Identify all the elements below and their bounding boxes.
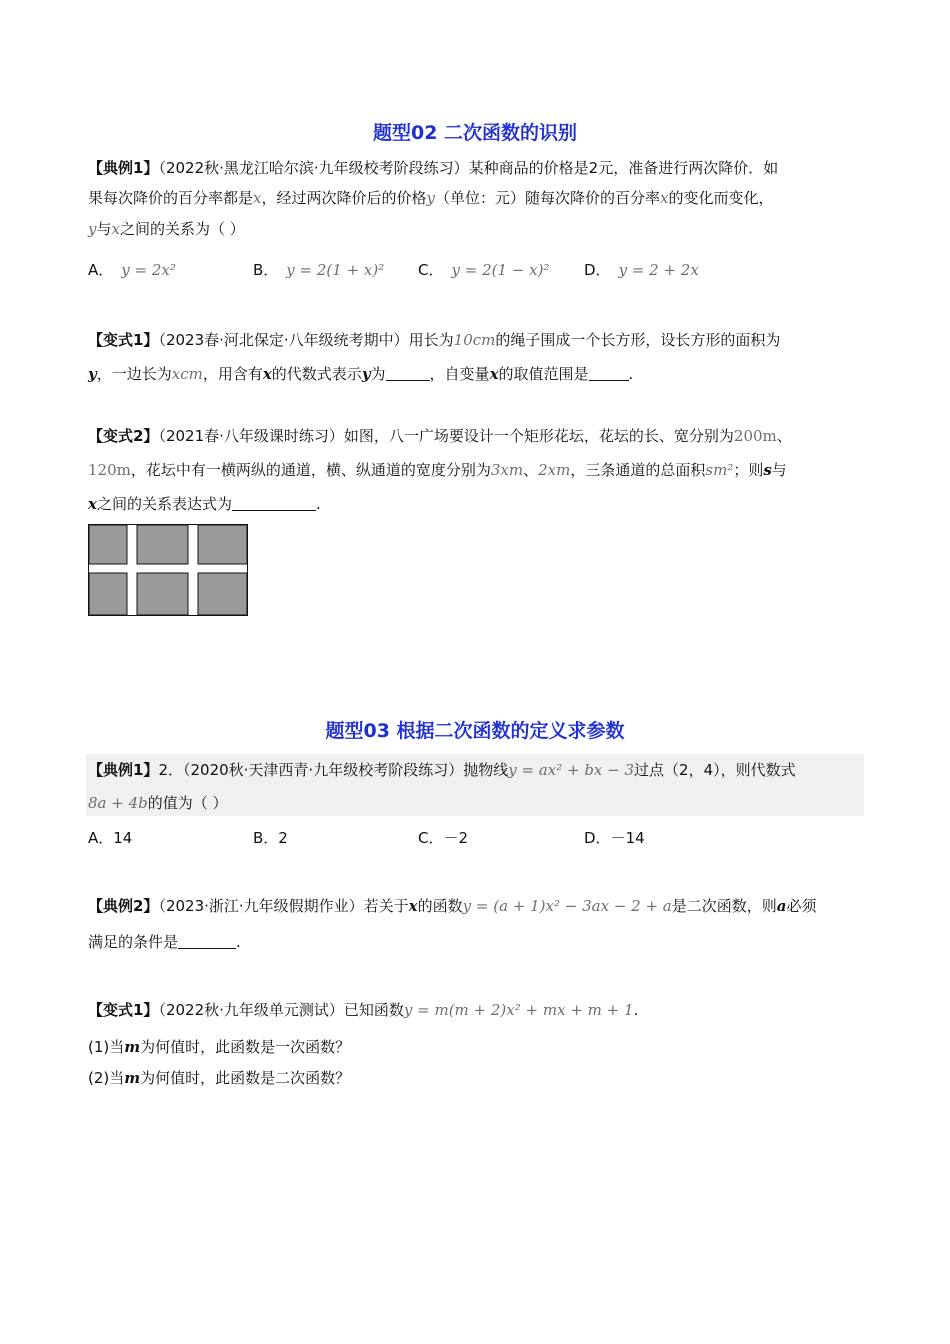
variant-source: （2023春·河北保定·八年级统考期中）: [158, 331, 409, 349]
text-segment: ；则: [733, 461, 764, 479]
text-segment: 的取值范围是: [498, 365, 589, 383]
flowerbed-plot: [198, 525, 247, 564]
var-x: x: [262, 365, 272, 383]
var-m: m: [124, 1038, 141, 1056]
option-value: －14: [610, 829, 645, 847]
var-x: x: [88, 495, 97, 513]
variant-source: （2021春·八年级课时练习）: [158, 427, 344, 445]
option-formula: y = 2(1 + x)²: [286, 261, 385, 279]
text-segment: 果每次降价的百分率都是: [88, 189, 254, 207]
math-expression: 8a + 4b: [88, 794, 148, 812]
math-width: 2xm: [538, 461, 571, 479]
text-segment: 如图，八一广场要设计一个矩形花坛，花坛的长、宽分别为: [343, 427, 734, 445]
variant-source: （2022秋·九年级单元测试）: [158, 1001, 344, 1019]
option-c[interactable]: [418, 828, 468, 848]
math-length: 10cm: [453, 331, 496, 349]
text-segment: .: [236, 933, 241, 951]
text-segment: ，经过两次降价后的价格: [261, 189, 427, 207]
text-segment: ，用含有: [202, 365, 263, 383]
text-segment: 过点（2，4），则代数式: [634, 761, 796, 779]
option-label: B．: [253, 261, 279, 279]
text-segment: 为: [370, 365, 386, 383]
text-segment: 之间的关系为（ ）: [119, 220, 245, 238]
example-source: （2022秋·黑龙江哈尔滨·九年级校考阶段练习）: [158, 159, 469, 177]
math-var-x: x: [253, 189, 262, 207]
variant-1-line-2: [88, 364, 633, 384]
question-number: 2．: [158, 761, 183, 779]
option-label: D．: [584, 829, 611, 847]
text-segment: .: [315, 495, 321, 513]
s2-variant-1-q1: [88, 1037, 350, 1057]
example-source: （2023·浙江·九年级假期作业）: [158, 897, 364, 915]
example-text: 某种商品的价格是2元，准备进行两次降价．如: [468, 159, 779, 177]
var-x: x: [489, 365, 499, 383]
flowerbed-plot: [137, 525, 188, 564]
var-s: s: [763, 461, 772, 479]
option-value: 14: [113, 829, 133, 847]
option-value: －2: [443, 829, 469, 847]
text-segment: 、: [523, 461, 539, 479]
option-label: B．: [253, 829, 279, 847]
option-label: A．: [88, 261, 114, 279]
option-d[interactable]: [584, 260, 699, 280]
text-segment: .: [633, 1001, 639, 1019]
var-a: a: [776, 897, 787, 915]
math-area: sm²: [705, 461, 734, 479]
text-segment: 是二次函数，则: [671, 897, 777, 915]
s2-example-2-line-2: [88, 932, 241, 952]
variant-tag: 【变式1】: [88, 331, 159, 349]
text-segment: 与: [771, 461, 787, 479]
option-formula: y = 2 + 2x: [618, 261, 699, 279]
example-1-line-2: [88, 188, 773, 208]
text-segment: 为何值时，此函数是一次函数？: [140, 1038, 351, 1056]
text-segment: .: [628, 365, 634, 383]
s2-variant-1-line-1: [88, 1000, 638, 1020]
text-segment: 与: [96, 220, 112, 238]
s2-example-2-line-1: [88, 896, 817, 916]
s2-example-1-line-2: [88, 793, 228, 813]
example-source: （2020秋·天津西青·九年级校考阶段练习）: [182, 761, 464, 779]
text-segment: 的函数: [417, 897, 463, 915]
option-formula: y = 2x²: [121, 261, 176, 279]
math-xcm: xcm: [171, 365, 203, 383]
variant-1-line-1: [88, 330, 780, 350]
math-var-x: x: [660, 189, 669, 207]
text-segment: (2)当: [88, 1069, 125, 1087]
flowerbed-plot: [89, 525, 127, 564]
math-function: y = m(m + 2)x² + mx + m + 1: [403, 1001, 634, 1019]
math-length: 200m: [733, 427, 777, 445]
text-segment: 、: [776, 427, 792, 445]
option-c[interactable]: [418, 260, 549, 280]
math-length: 120m: [88, 461, 131, 479]
variant-tag: 【变式1】: [88, 1001, 159, 1019]
math-parabola: y = ax² + bx − 3: [508, 761, 635, 779]
variant-2-line-1: [88, 426, 792, 446]
math-var-y: y: [426, 189, 435, 207]
s2-variant-1-q2: [88, 1068, 350, 1088]
text-segment: (1)当: [88, 1038, 125, 1056]
option-label: C．: [418, 829, 444, 847]
example-tag: 【典例2】: [88, 897, 159, 915]
answer-blank[interactable]: [386, 366, 430, 381]
text-segment: 若关于: [363, 897, 409, 915]
variant-2-line-3: [88, 494, 321, 514]
flowerbed-diagram: [88, 524, 248, 616]
section-title-03: 题型03 根据二次函数的定义求参数: [325, 720, 625, 742]
option-a[interactable]: [88, 260, 176, 280]
variant-2-line-2: [88, 460, 787, 480]
var-x: x: [408, 897, 418, 915]
text-segment: 的代数式表示: [271, 365, 362, 383]
text-segment: 为何值时，此函数是二次函数？: [140, 1069, 351, 1087]
text-segment: 的变化而变化，: [668, 189, 774, 207]
option-formula: y = 2(1 − x)²: [451, 261, 550, 279]
var-m: m: [124, 1069, 141, 1087]
answer-blank[interactable]: [232, 496, 316, 511]
text-segment: ，一边长为: [96, 365, 172, 383]
s2-example-1-line-1: [88, 760, 796, 780]
variant-tag: 【变式2】: [88, 427, 159, 445]
text-segment: 之间的关系表达式为: [96, 495, 232, 513]
text-segment: ，花坛中有一横两纵的通道，横、纵通道的宽度分别为: [130, 461, 491, 479]
math-var-x: x: [111, 220, 120, 238]
text-segment: ，三条通道的总面积: [570, 461, 706, 479]
text-segment: 已知函数: [343, 1001, 404, 1019]
flowerbed-plot: [137, 573, 188, 615]
text-segment: 的值为（ ）: [147, 794, 228, 812]
text-segment: （单位：元）随每次降价的百分率: [434, 189, 660, 207]
option-a[interactable]: [88, 828, 132, 848]
section-title-02: 题型02 二次函数的识别: [372, 122, 578, 144]
option-label: A．: [88, 829, 114, 847]
text-segment: 的绳子围成一个长方形，设长方形的面积为: [495, 331, 781, 349]
math-width: 3xm: [490, 461, 524, 479]
option-b[interactable]: [253, 828, 288, 848]
var-y: y: [88, 365, 97, 383]
flowerbed-plot: [89, 573, 127, 615]
answer-blank[interactable]: [178, 934, 236, 949]
example-1-line-3: [88, 219, 245, 239]
answer-blank[interactable]: [589, 366, 629, 381]
var-y: y: [361, 365, 371, 383]
example-1-line-1: [88, 158, 778, 178]
math-function: y = (a + 1)x² − 3ax − 2 + a: [462, 897, 672, 915]
option-d[interactable]: [584, 828, 645, 848]
text-segment: ，自变量: [429, 365, 490, 383]
example-tag: 【典例1】: [88, 761, 159, 779]
option-b[interactable]: [253, 260, 384, 280]
option-value: 2: [278, 829, 288, 847]
flowerbed-plot: [198, 573, 247, 615]
text-segment: 抛物线: [463, 761, 509, 779]
text-segment: 必须: [786, 897, 817, 915]
option-label: D．: [584, 261, 611, 279]
text-segment: 满足的条件是: [88, 933, 179, 951]
math-var-y: y: [88, 220, 97, 238]
option-label: C．: [418, 261, 444, 279]
example-tag: 【典例1】: [88, 159, 159, 177]
text-segment: 用长为: [408, 331, 454, 349]
